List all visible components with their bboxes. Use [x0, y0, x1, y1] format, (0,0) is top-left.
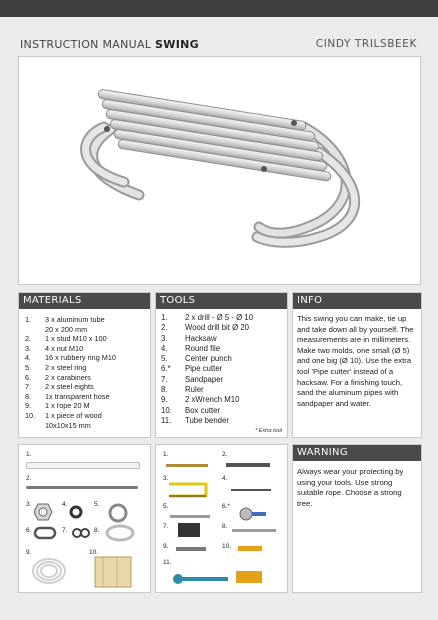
tool-pic-label: 1.: [163, 451, 169, 458]
mat-pic-label: 2.: [26, 475, 32, 482]
item-number: 7.: [161, 374, 168, 384]
item-text: 2 x drill - Ø 5 - Ø 10: [185, 313, 254, 322]
swing-illustration: [19, 57, 420, 284]
info-panel: [292, 292, 422, 438]
list-item: [25, 411, 147, 421]
item-text: 1 x stud M10 x 100: [45, 334, 107, 344]
materials-pictures-panel: [18, 444, 151, 593]
mat-pic-label: 4.: [62, 501, 68, 508]
wood-block-picture: [91, 553, 135, 589]
item-number: 2.: [161, 323, 168, 333]
materials-panel: [18, 292, 151, 438]
round-file-picture: [231, 489, 271, 491]
rope-picture: [29, 553, 69, 589]
item-number: 5.: [25, 362, 32, 372]
list-item: [161, 385, 285, 395]
mat-pic-label: 9.: [26, 549, 32, 556]
item-number: 11.: [161, 415, 172, 425]
item-number: 7.: [25, 382, 32, 392]
list-item: [25, 315, 147, 325]
item-number: 3.: [161, 333, 168, 343]
nut-picture: [33, 503, 53, 521]
list-item: [161, 313, 285, 323]
list-item: [161, 354, 285, 364]
tool-pic-label: 2.: [222, 451, 228, 458]
item-text: 2 x steel ring: [45, 362, 87, 372]
item-text: 1x transparent hose: [45, 391, 110, 401]
item-text: Round file: [185, 343, 221, 353]
list-item: [25, 325, 147, 335]
item-number: 4.: [161, 343, 168, 353]
list-item: [25, 334, 147, 344]
tool-pic-label: 4.: [222, 475, 228, 482]
info-heading: INFO: [293, 293, 421, 309]
info-text: This swing you can make, tie up and take down all by yourself. The measurements are in millimeters. Make two molds, one small (Ø 5) and one big (Ø 10). Use the extra tool 'Pipe cutter' instead of a hacksaw. For a finishing touch, sand the aluminum pipes with sandpaper and water.: [297, 314, 414, 408]
top-bar: [0, 0, 438, 17]
list-item: [161, 416, 285, 426]
item-number: 1.: [25, 315, 32, 324]
item-text: Hacksaw: [185, 333, 217, 343]
item-number: [25, 421, 45, 431]
item-number: 1.: [161, 313, 168, 322]
list-item: [25, 373, 147, 383]
author-name: CINDY TRILSBEEK: [315, 38, 417, 50]
list-item: [25, 421, 147, 431]
ruler-picture: [232, 529, 276, 532]
item-text: Tube bender: [185, 415, 229, 425]
item-number: 4.: [25, 353, 32, 363]
mat-pic-label: 7.: [62, 527, 68, 534]
box-cutter-picture: [238, 546, 262, 551]
tool-pic-label: 3.: [163, 475, 169, 482]
aluminum-tube-picture: [26, 462, 140, 469]
tool-pic-label: 6.*: [222, 503, 230, 510]
pipe-cutter-picture: [238, 505, 268, 523]
item-number: 5.: [161, 354, 168, 364]
hose-picture: [105, 523, 135, 543]
list-item: [25, 363, 147, 373]
materials-list: [25, 315, 147, 430]
mat-pic-label: 6.: [26, 527, 32, 534]
list-item: [25, 392, 147, 402]
tool-pic-label: 7.: [163, 523, 169, 530]
steel-ring-picture: [107, 502, 129, 524]
center-punch-picture: [170, 515, 210, 518]
tool-pic-label: 10.: [222, 543, 232, 550]
list-item: [25, 353, 147, 363]
item-number: 8.: [25, 391, 32, 401]
wood-drill-bit-picture: [226, 463, 270, 467]
item-number: 6.*: [161, 364, 171, 374]
item-text: Pipe cutter: [185, 364, 223, 374]
item-text: 10x10x15 mm: [45, 420, 91, 430]
item-text: 2 xWrench M10: [185, 395, 240, 405]
tool-pic-label: 9.: [163, 543, 169, 550]
tools-heading: TOOLS: [156, 293, 287, 309]
item-text: 20 x 200 mm: [45, 324, 88, 334]
rubber-ring-picture: [69, 505, 83, 519]
list-item: [161, 334, 285, 344]
item-number: 2.: [25, 334, 32, 344]
drill-picture: [166, 464, 208, 467]
warning-text: Always wear your protecting by using your tools. Use strong suitable rope. Choose a strong tree.: [297, 467, 404, 508]
list-item: [25, 382, 147, 392]
item-text: Center punch: [185, 354, 232, 364]
tools-pictures-panel: [155, 444, 288, 593]
item-text: 3 x aluminum tube: [45, 315, 105, 324]
warning-heading: WARNING: [293, 445, 421, 461]
item-text: 4 x nut M10: [45, 343, 84, 353]
warning-panel: [292, 444, 422, 593]
wrench-picture: [176, 547, 206, 551]
steel-eight-picture: [71, 525, 91, 541]
mat-pic-label: 8.: [94, 527, 100, 534]
item-text: Ruler: [185, 385, 204, 395]
list-item: [161, 395, 285, 405]
mat-pic-label: 1.: [26, 451, 32, 458]
item-text: 1 x piece of wood: [45, 410, 102, 420]
list-item: [161, 406, 285, 416]
manual-title: INSTRUCTION MANUAL SWING: [20, 38, 199, 51]
item-number: 3.: [25, 343, 32, 353]
item-number: 8.: [161, 385, 168, 395]
item-number: 10.: [25, 410, 36, 420]
item-text: Wood drill bit Ø 20: [185, 323, 249, 333]
item-text: 16 x rubbery ring M10: [45, 353, 116, 363]
item-number: 9.: [25, 401, 32, 411]
carabiner-picture: [33, 525, 57, 541]
list-item: [161, 323, 285, 333]
tool-pic-label: 8.: [222, 523, 228, 530]
tube-bender-picture: [170, 565, 274, 587]
tool-pic-label: 11.: [163, 559, 172, 566]
item-text: 2 x carabiners: [45, 372, 91, 382]
item-number: 10.: [161, 405, 172, 415]
sandpaper-picture: [178, 523, 200, 537]
mat-pic-label: 10.: [89, 549, 99, 556]
list-item: [161, 344, 285, 354]
mat-pic-label: 5.: [94, 501, 100, 508]
item-number: 9.: [161, 395, 168, 405]
list-item: [25, 401, 147, 411]
tools-list: [161, 313, 285, 426]
item-text: Sandpaper: [185, 374, 224, 384]
item-number: [25, 325, 45, 335]
item-text: 1 x rope 20 M: [45, 401, 90, 411]
list-item: [25, 344, 147, 354]
stud-picture: [26, 486, 138, 489]
swing-illustration-panel: [18, 56, 421, 285]
materials-heading: MATERIALS: [19, 293, 150, 309]
item-number: 6.: [25, 372, 32, 382]
mat-pic-label: 3.: [26, 501, 32, 508]
item-text: Box cutter: [185, 405, 221, 415]
item-text: 2 x steel eights: [45, 382, 94, 392]
tool-pic-label: 5.: [163, 503, 169, 510]
tools-panel: [155, 292, 288, 438]
tools-footnote: * Extra tool: [255, 428, 282, 434]
hacksaw-picture: [166, 481, 212, 499]
list-item: [161, 375, 285, 385]
list-item: [161, 364, 285, 374]
